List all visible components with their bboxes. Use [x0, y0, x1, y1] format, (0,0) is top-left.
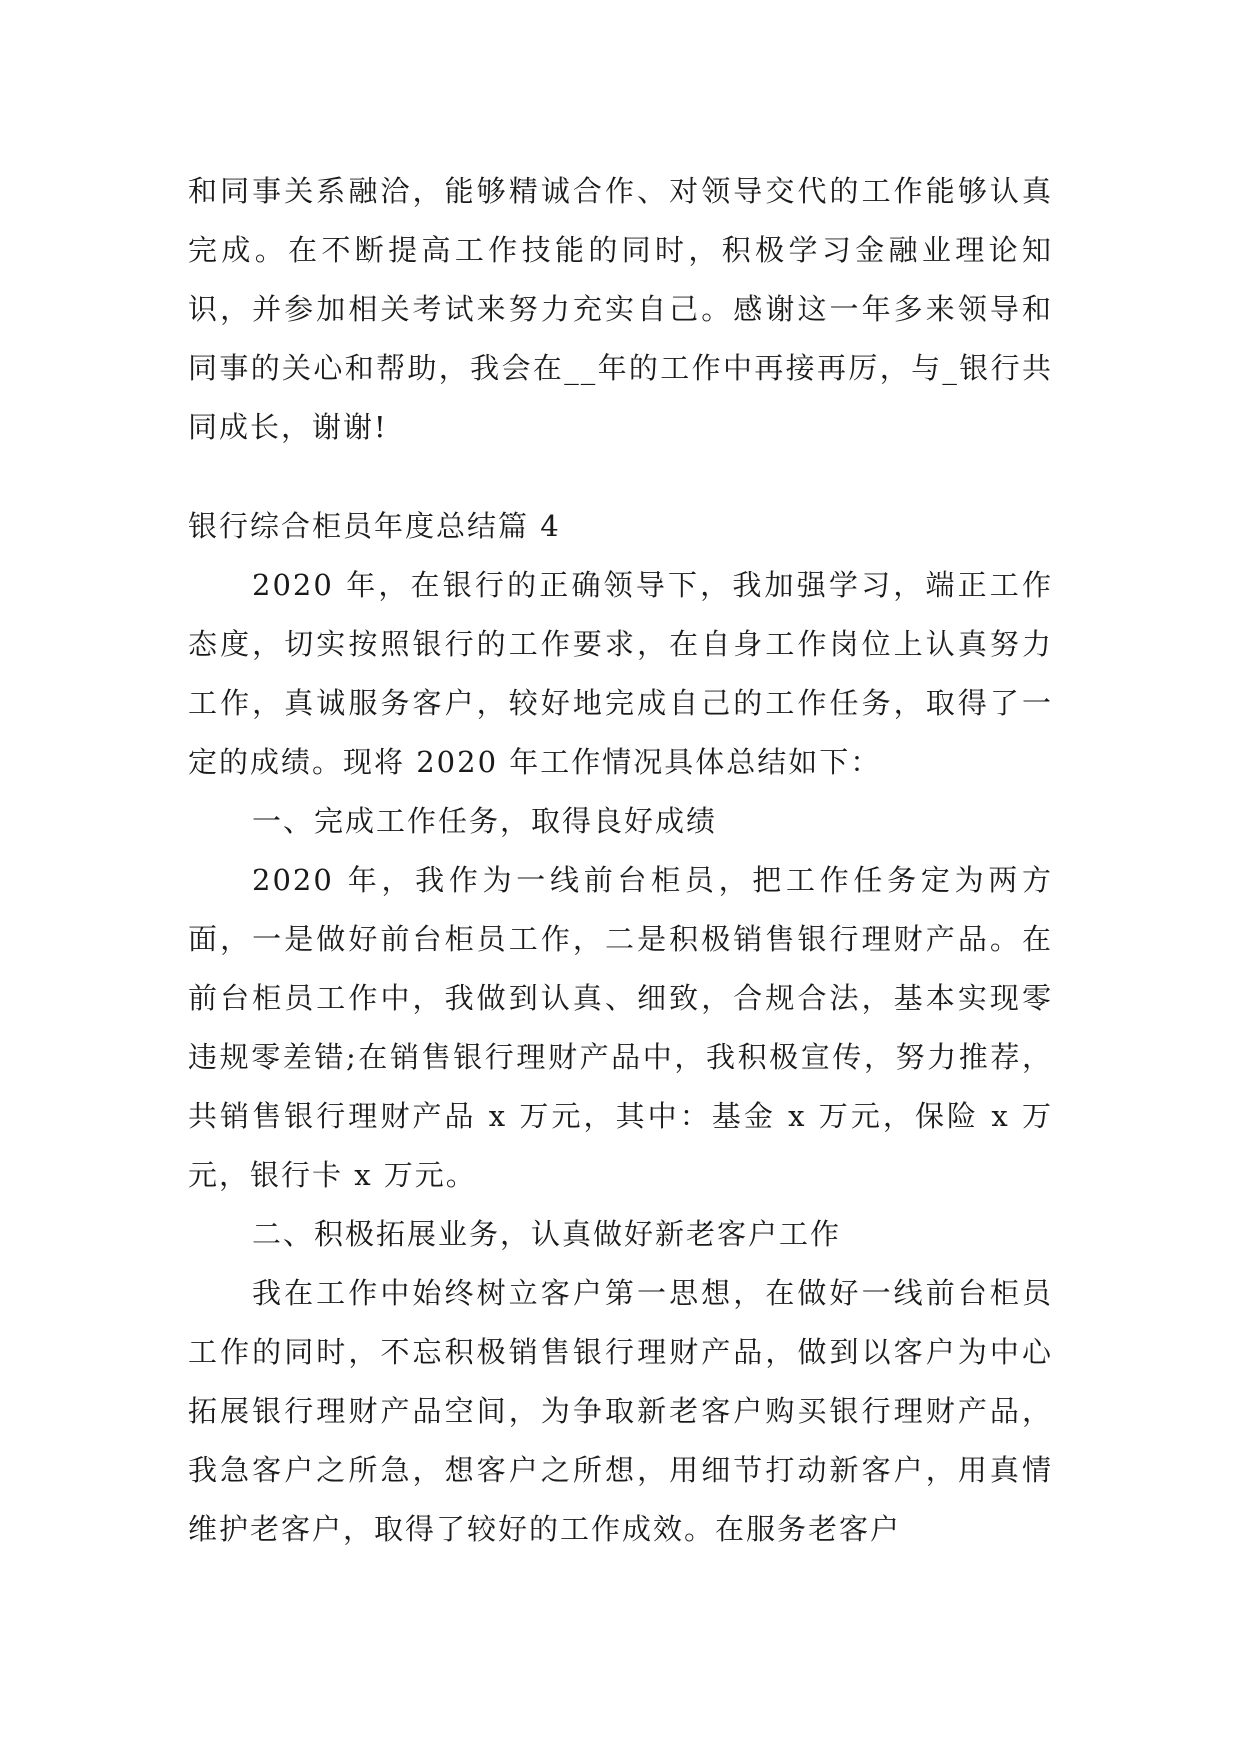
paragraph-tasks: 2020 年，我作为一线前台柜员，把工作任务定为两方面，一是做好前台柜员工作，二是积极销售银行理财产品。在前台柜员工作中，我做到认真、细致，合规合法，基本实现零违规零差错;在销售银行理财产品中，我积极宣传，努力推荐，共销售银行理财产品 x 万元，其中：基金 x 万元，保险 x 万元，银行卡 x 万元。 — [188, 863, 1053, 1192]
document-body — [188, 162, 1053, 1559]
subheading-complete-tasks: 一、完成工作任务，取得良好成绩 — [252, 804, 718, 838]
paragraph-customers: 我在工作中始终树立客户第一思想，在做好一线前台柜员工作的同时，不忘积极销售银行理财产品，做到以客户为中心拓展银行理财产品空间，为争取新老客户购买银行理财产品，我急客户之所急，想客户之所想，用细节打动新客户，用真情维护老客户，取得了较好的工作成效。在服务老客户 — [188, 1276, 1053, 1546]
section-title: 银行综合柜员年度总结篇 4 — [188, 509, 561, 543]
paragraph-intro-2020: 2020 年，在银行的正确领导下，我加强学习，端正工作态度，切实按照银行的工作要求，在自身工作岗位上认真努力工作，真诚服务客户，较好地完成自己的工作任务，取得了一定的成绩。现将 2020 年工作情况具体总结如下： — [188, 568, 1053, 779]
intro-paragraph: 和同事关系融洽，能够精诚合作、对领导交代的工作能够认真完成。在不断提高工作技能的同时，积极学习金融业理论知识，并参加相关考试来努力充实自己。感谢这一年多来领导和同事的关心和帮助，我会在__年的工作中再接再厉，与_银行共同成长，谢谢! — [188, 174, 1053, 444]
subheading-expand-business: 二、积极拓展业务，认真做好新老客户工作 — [252, 1217, 842, 1251]
